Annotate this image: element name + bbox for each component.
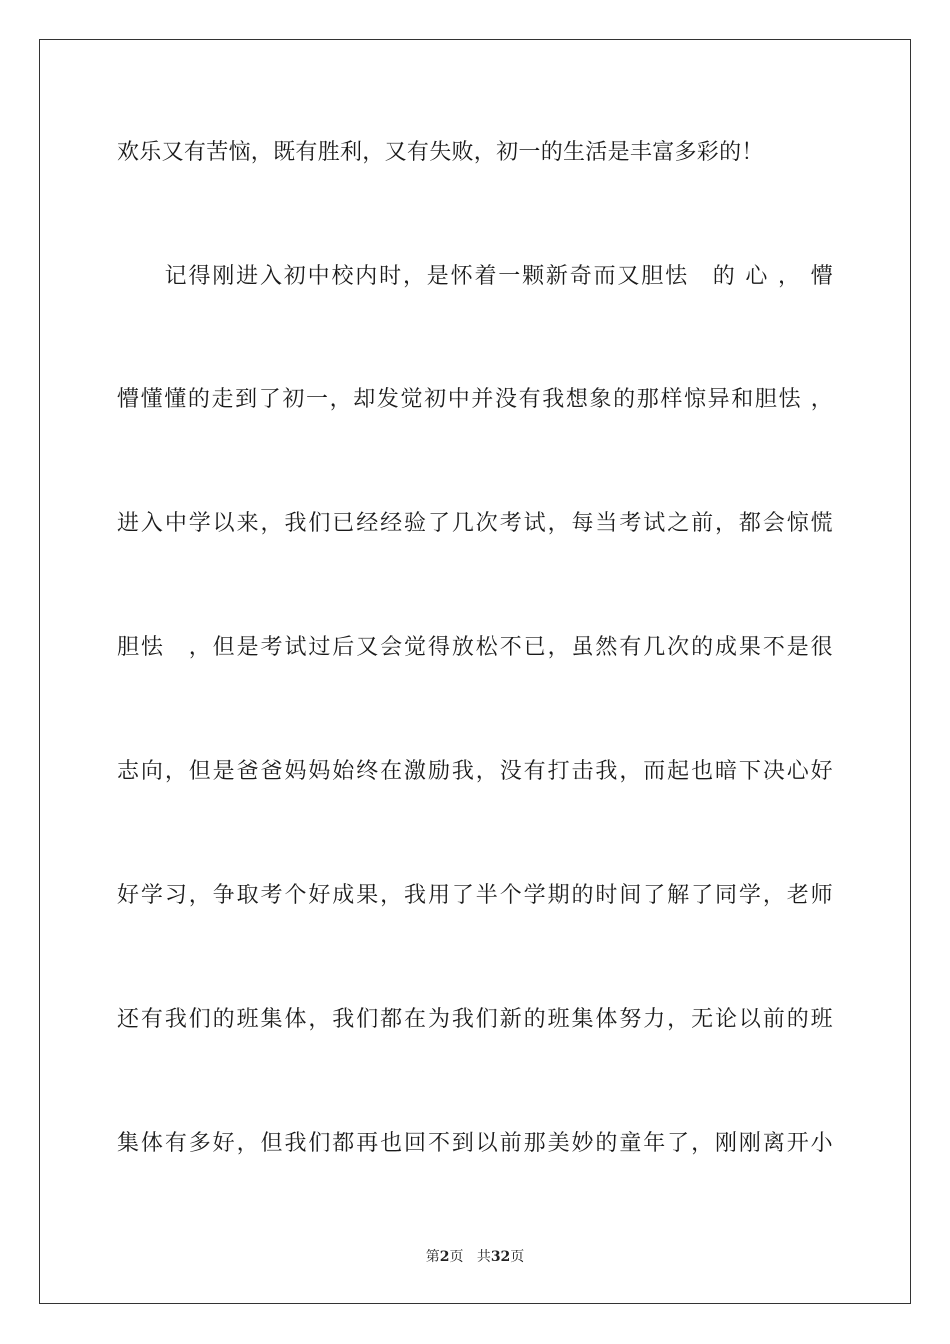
footer-page-prefix: 第 — [425, 1249, 440, 1265]
page-border — [39, 39, 911, 1304]
body-line-5: 胆怯 ，但是考试过后又会觉得放松不已，虽然有几次的成果不是很 — [117, 635, 833, 660]
body-line-3: 懵懂懂的走到了初一，却发觉初中并没有我想象的那样惊异和胆怯 ， — [117, 387, 833, 412]
page-footer — [0, 1247, 950, 1267]
body-line-9: 集体有多好，但我们都再也回不到以前那美妙的童年了，刚刚离开小 — [117, 1131, 833, 1156]
body-line-8: 还有我们的班集体，我们都在为我们新的班集体努力，无论以前的班 — [117, 1007, 833, 1032]
body-line-4: 进入中学以来，我们已经经验了几次考试，每当考试之前，都会惊慌 — [117, 511, 833, 536]
body-line-1: 欢乐又有苦恼，既有胜利，又有失败，初一的生活是丰富多彩的！ — [117, 140, 764, 165]
body-line-7: 好学习，争取考个好成果，我用了半个学期的时间了解了同学，老师 — [117, 883, 833, 908]
body-line-6: 志向，但是爸爸妈妈始终在激励我，没有打击我，而起也暗下决心好 — [117, 759, 833, 784]
body-line-2: 记得刚进入初中校内时，是怀着一颗新奇而又胆怯 的 心 ， 懵 — [117, 264, 833, 289]
footer-page-suffix: 页 — [449, 1249, 464, 1265]
footer-page-number: 2 — [439, 1249, 450, 1265]
footer-total-prefix: 共 — [476, 1249, 491, 1265]
footer-total-suffix: 页 — [510, 1249, 525, 1265]
footer-total-pages: 32 — [490, 1249, 511, 1265]
